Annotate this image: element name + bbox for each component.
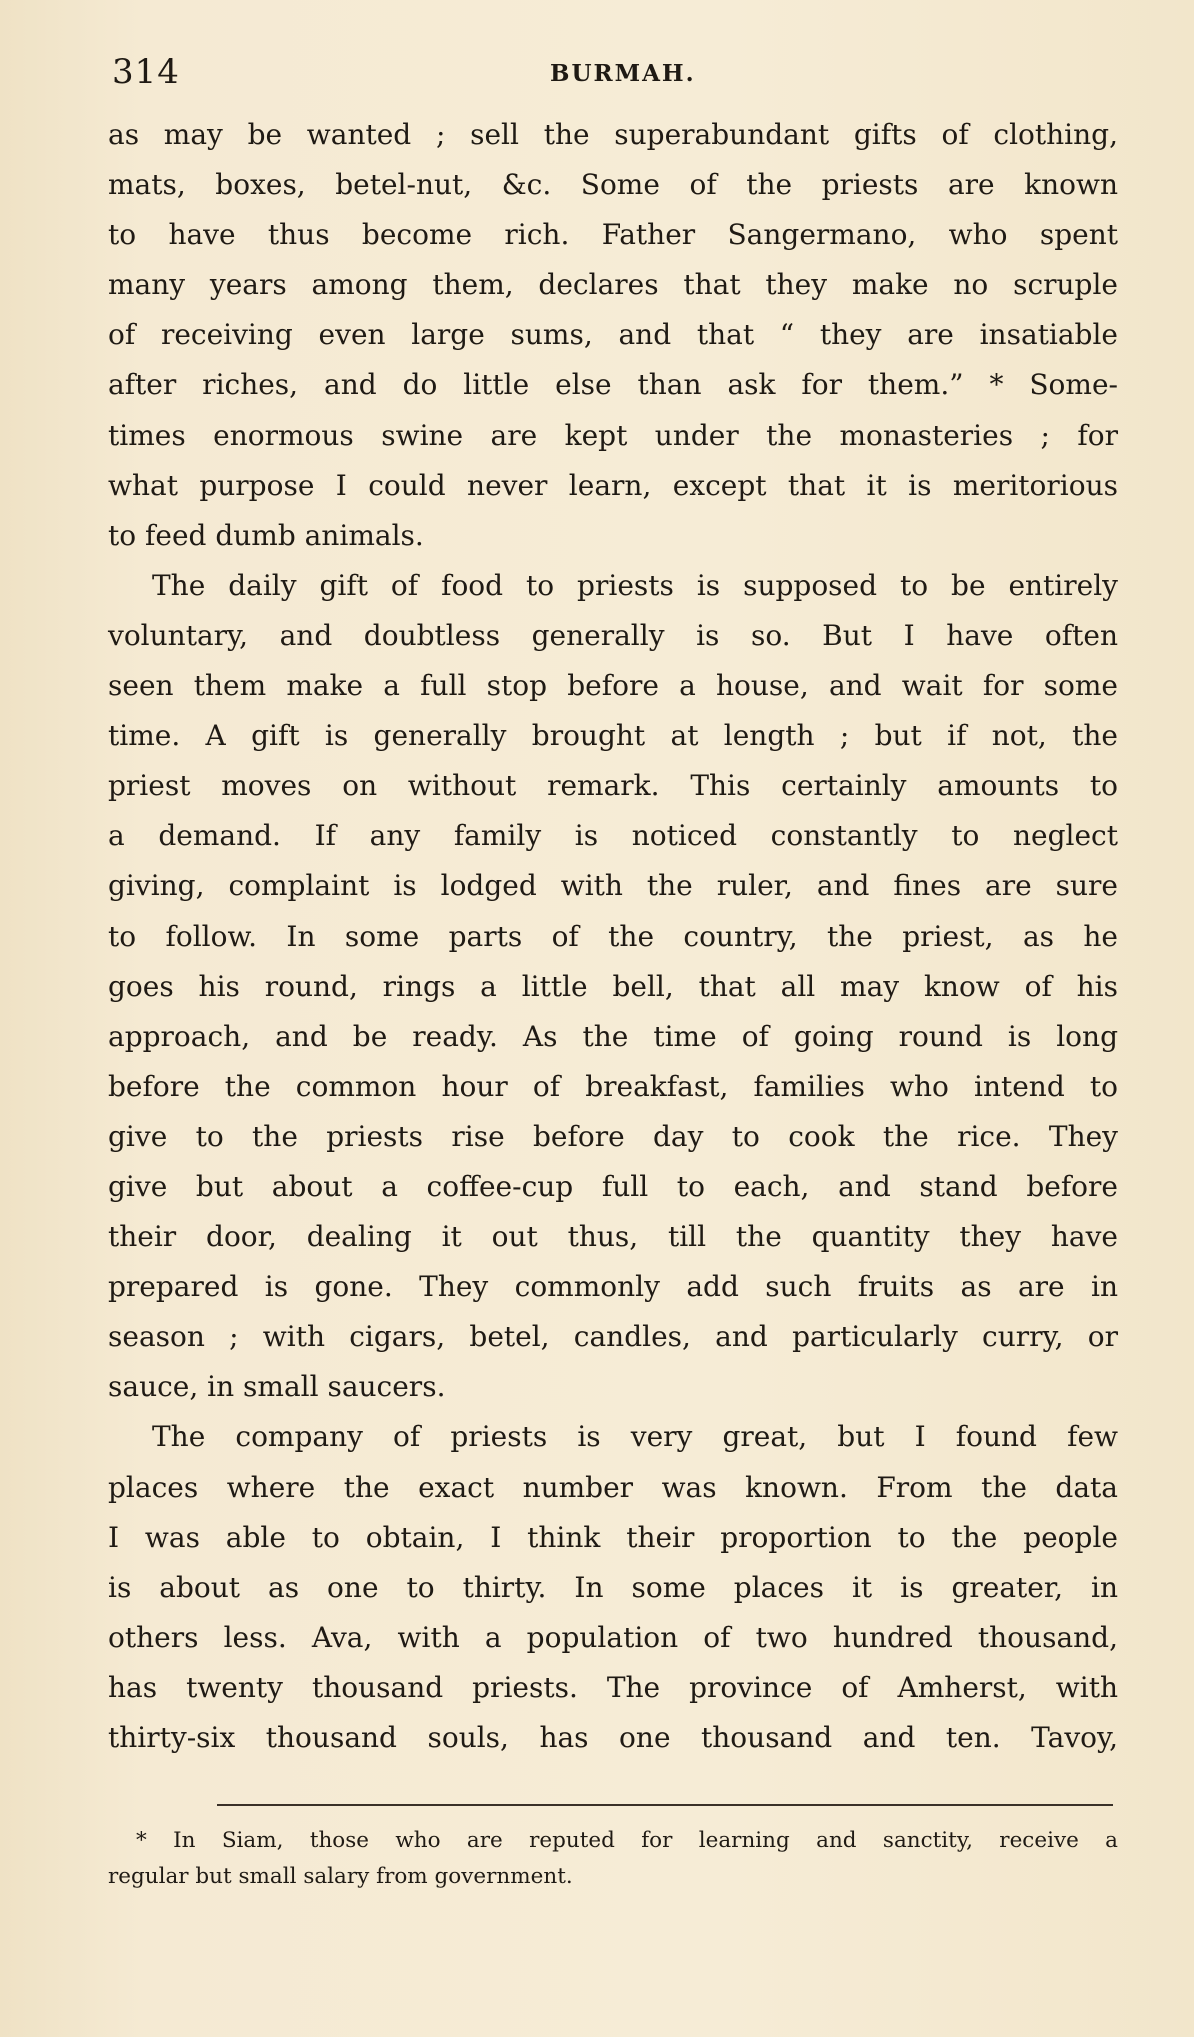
text-line: to feed dumb animals. [108,518,424,552]
text-line: thirty-six thousand souls, has one thousand and ten. Tavoy, [108,1721,1118,1754]
text-line: give to the priests rise before day to cook the rice. They [108,1119,1118,1153]
text-line: as may be wanted ; sell the superabundant gifts of clothing, [108,118,1118,151]
text-line: of receiving even large sums, and that “ they are insatiable [108,318,1118,352]
footnote-line: * In Siam, those who are reputed for learning and sanctity, receive a [136,1828,1118,1853]
text-line: time. A gift is generally brought at length ; but if not, the [108,719,1118,753]
text-line: others less. Ava, with a population of two hundred thousand, [108,1620,1118,1654]
text-line: giving, complaint is lodged with the ruler, and fines are sure [108,869,1118,903]
text-line: prepared is gone. They commonly add such fruits as are in [108,1270,1118,1304]
text-line: after riches, and do little else than ask for them.” * Some- [108,368,1118,402]
text-line: their door, dealing it out thus, till the quantity they have [108,1220,1118,1254]
text-line: approach, and be ready. As the time of going round is long [108,1019,1118,1053]
paragraph-start-line: The daily gift of food to priests is supposed to be entirely [152,568,1118,602]
text-line: priest moves on without remark. This certainly amounts to [108,769,1118,803]
text-line: mats, boxes, betel-nut, &c. Some of the priests are known [108,168,1118,202]
text-line: places where the exact number was known. From the data [108,1470,1118,1504]
page-header [112,52,1112,102]
text-line: goes his round, rings a little bell, that all may know of his [108,969,1118,1003]
body-text [108,110,1118,1763]
text-line: to have thus become rich. Father Sangermano, who spent [108,218,1118,252]
text-line: to follow. In some parts of the country, the priest, as he [108,919,1118,953]
footnote-line: regular but small salary from government. [108,1864,573,1889]
text-line: what purpose I could never learn, except that it is meritorious [108,468,1118,502]
text-line: has twenty thousand priests. The province of Amherst, with [108,1670,1118,1704]
running-head: BURMAH. [550,60,696,87]
text-line: voluntary, and doubtless generally is so. But I have often [108,618,1118,652]
text-line: sauce, in small saucers. [108,1370,446,1404]
text-line: is about as one to thirty. In some places it is greater, in [108,1570,1118,1604]
page-number: 314 [112,52,180,92]
text-line: seen them make a full stop before a house, and wait for some [108,669,1118,703]
text-line: a demand. If any family is noticed constantly to neglect [108,819,1118,853]
text-line: many years among them, declares that they make no scruple [108,268,1118,302]
text-line: before the common hour of breakfast, families who intend to [108,1069,1118,1103]
text-line: times enormous swine are kept under the monasteries ; for [108,418,1118,452]
text-line: give but about a coffee-cup full to each, and stand before [108,1169,1118,1203]
text-line: season ; with cigars, betel, candles, and particularly curry, or [108,1320,1118,1354]
footnote [108,1823,1118,1895]
text-line: I was able to obtain, I think their proportion to the people [108,1520,1118,1554]
footnote-divider [217,1804,1113,1806]
paragraph-start-line: The company of priests is very great, but I found few [152,1420,1118,1454]
